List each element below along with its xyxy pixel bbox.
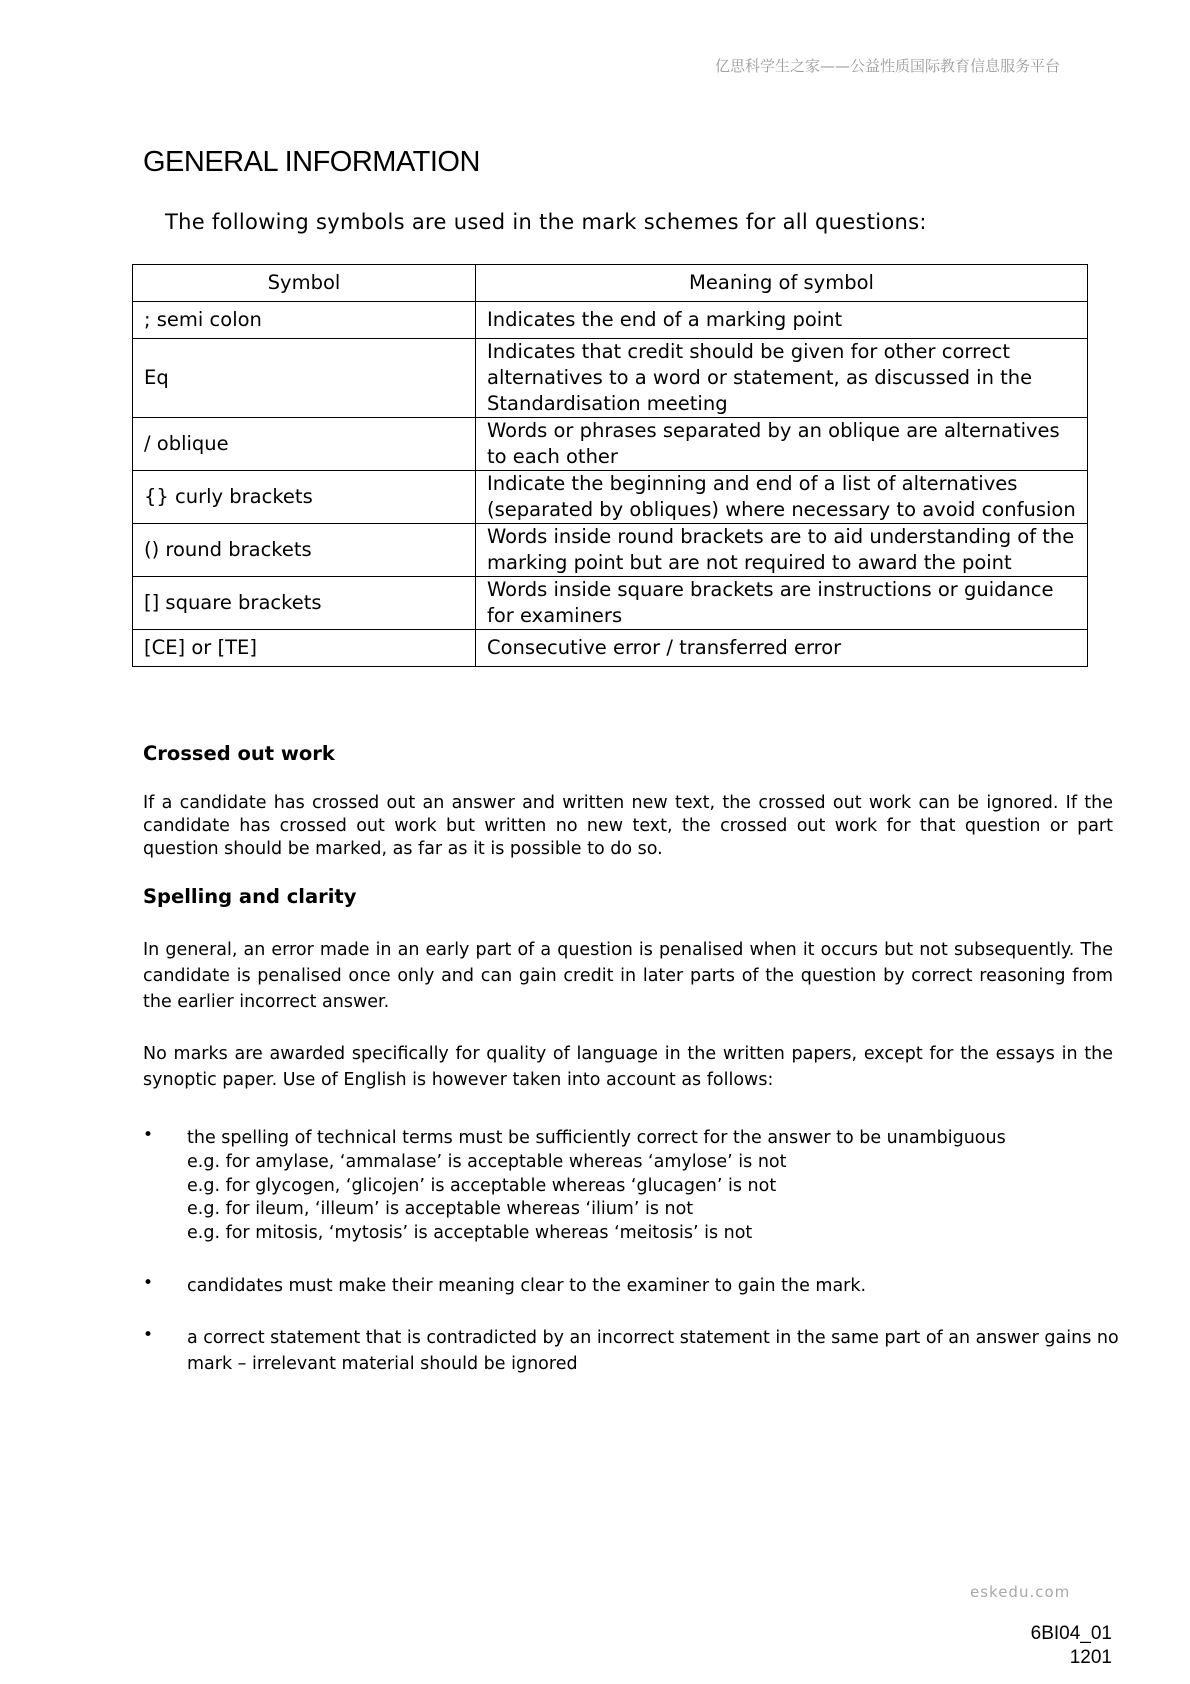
meaning-cell: Consecutive error / transferred error bbox=[476, 630, 1088, 667]
symbol-cell: Eq bbox=[133, 339, 476, 418]
spelling-bullet-list bbox=[143, 1125, 1143, 1377]
table-row bbox=[133, 630, 1088, 667]
table-header-row bbox=[133, 265, 1088, 302]
bullet-text: candidates must make their meaning clear to the examiner to gain the mark. bbox=[187, 1276, 867, 1296]
bullet-text: a correct statement that is contradicted by an incorrect statement in the same part of an answer gains no mark – irrelevant material should be ignored bbox=[187, 1328, 1119, 1374]
paper-code-block bbox=[980, 1622, 1112, 1670]
spelling-heading: Spelling and clarity bbox=[143, 885, 357, 908]
meaning-cell: Words inside round brackets are to aid understanding of the marking point but are not required to award the point bbox=[476, 524, 1088, 577]
crossed-out-heading: Crossed out work bbox=[143, 742, 335, 765]
paper-code: 6BI04_01 bbox=[1030, 1623, 1112, 1644]
symbol-cell: ; semi colon bbox=[133, 302, 476, 339]
bullet-icon: • bbox=[143, 1325, 154, 1345]
table-row bbox=[133, 302, 1088, 339]
spelling-para-2: No marks are awarded specifically for quality of language in the written papers, except for the essays in the synoptic paper. Use of English is however taken into account as follows: bbox=[143, 1044, 1113, 1090]
symbol-cell: {} curly brackets bbox=[133, 471, 476, 524]
example-line: e.g. for glycogen, ‘glicojen’ is acceptable whereas ‘glucagen’ is not bbox=[187, 1175, 777, 1196]
symbols-table bbox=[132, 264, 1088, 667]
symbol-cell: / oblique bbox=[133, 418, 476, 471]
table-row bbox=[133, 339, 1088, 418]
symbol-cell: [] square brackets bbox=[133, 577, 476, 630]
symbol-cell: () round brackets bbox=[133, 524, 476, 577]
list-item bbox=[143, 1273, 1143, 1299]
symbol-cell: [CE] or [TE] bbox=[133, 630, 476, 667]
table-row bbox=[133, 471, 1088, 524]
list-item bbox=[143, 1125, 1143, 1245]
bullet-icon: • bbox=[143, 1125, 154, 1145]
date-code: 1201 bbox=[1069, 1647, 1112, 1668]
table-row bbox=[133, 418, 1088, 471]
meaning-cell: Indicates that credit should be given for other correct alternatives to a word or statement, as discussed in the Standardisation meeting bbox=[476, 339, 1088, 418]
example-line: e.g. for ileum, ‘illeum’ is acceptable whereas ‘ilium’ is not bbox=[187, 1199, 694, 1219]
header-meaning: Meaning of symbol bbox=[476, 265, 1088, 302]
bullet-text: the spelling of technical terms must be sufficiently correct for the answer to be unambiguous bbox=[187, 1128, 1006, 1148]
table-row bbox=[133, 524, 1088, 577]
crossed-out-text: If a candidate has crossed out an answer and written new text, the crossed out work can be ignored. If the candidate has crossed out work but written no new text, the crossed out work for that question or part question should be marked, as far as it is possible to do so. bbox=[143, 793, 1113, 859]
spelling-para-1: In general, an error made in an early part of a question is penalised when it occurs but not subsequently. The candidate is penalised once only and can gain credit in later parts of the question by correct reasoning from the earlier incorrect answer. bbox=[143, 940, 1113, 1012]
list-item bbox=[143, 1325, 1143, 1377]
meaning-cell: Indicates the end of a marking point bbox=[476, 302, 1088, 339]
table-row bbox=[133, 577, 1088, 630]
bullet-icon: • bbox=[143, 1273, 154, 1293]
meaning-cell: Words inside square brackets are instructions or guidance for examiners bbox=[476, 577, 1088, 630]
example-line: e.g. for mitosis, ‘mytosis’ is acceptable whereas ‘meitosis’ is not bbox=[187, 1222, 753, 1243]
page-title: GENERAL INFORMATION bbox=[143, 146, 480, 178]
example-line: e.g. for amylase, ‘ammalase’ is acceptable whereas ‘amylose’ is not bbox=[187, 1152, 787, 1172]
meaning-cell: Words or phrases separated by an oblique are alternatives to each other bbox=[476, 418, 1088, 471]
meaning-cell: Indicate the beginning and end of a list of alternatives (separated by obliques) where necessary to avoid confusion bbox=[476, 471, 1088, 524]
header-symbol: Symbol bbox=[133, 265, 476, 302]
footer-watermark: eskedu.com bbox=[970, 1583, 1071, 1601]
intro-text: The following symbols are used in the mark schemes for all questions: bbox=[165, 210, 927, 234]
header-watermark: 亿思科学生之家——公益性质国际教育信息服务平台 bbox=[714, 57, 1060, 75]
